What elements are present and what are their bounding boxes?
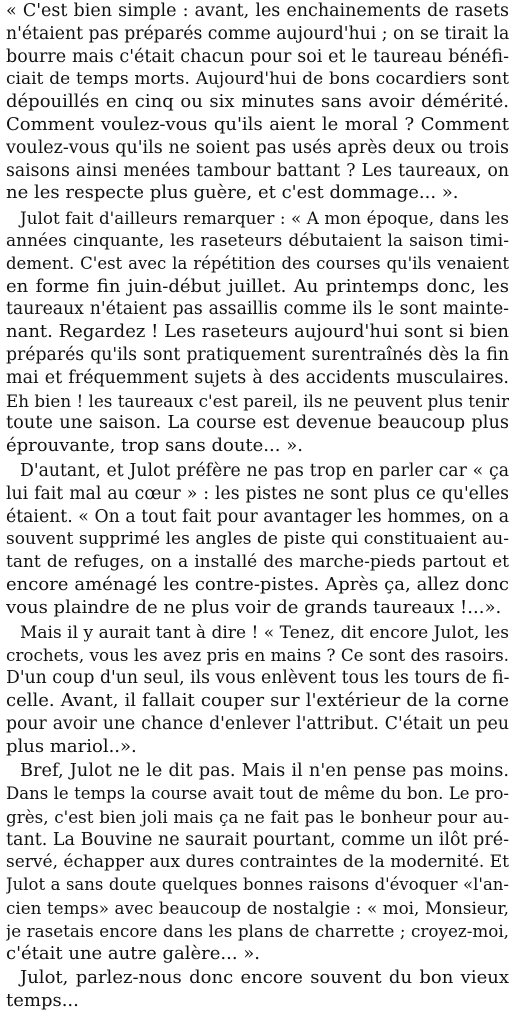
text-line: grès, c'est bien joli mais ça ne fait pas le bonheur pour au- [6,806,509,827]
text-line: Eh bien ! les taureaux c'est pareil, ils ne peuvent plus tenir [6,390,509,411]
text-line: celle. Avant, il fallait couper sur l'extérieur de la corne [6,689,509,711]
text-line: temps... [6,990,79,1012]
paragraph-2 [6,207,509,458]
paragraph-4 [6,622,509,759]
paragraph-1 [6,0,509,205]
text-line: dépouillés en cinq ou six minutes sans avoir démérité. [6,91,509,113]
text-line: mai et fréquemment sujets à des accidents musculaires. [6,367,509,388]
text-line: étaient. « On a tout fait pour avantager les hommes, on a [6,506,509,527]
text-line: lui fait mal au cœur » : les pistes ne sont plus ce qu'elles [6,483,509,504]
text-line: tant. La Bouvine ne saurait pourtant, comme un ilôt pré- [6,829,509,850]
text-line: D'autant, et Julot préfère ne pas trop en parler car « ça [20,460,509,481]
text-line: servé, échapper aux dures contraintes de la modernité. Et [6,852,509,873]
text-line: Julot fait d'ailleurs remarquer : « A mon époque, dans les [20,208,509,229]
text-line: voulez-vous qu'ils ne soient pas usés après deux ou trois [6,137,509,158]
text-line: Dans le temps la course avait tout de même du bon. Le pro- [6,784,509,804]
text-line: années cinquante, les raseteurs débutaient la saison timi- [6,230,509,251]
text-line: n'étaient pas préparés comme aujourd'hui ; on se tirait la [6,23,509,44]
text-line: Julot a sans doute quelques bonnes raisons d'évoquer «l'an- [6,875,509,895]
text-line: en forme fin juin-début juillet. Au printemps donc, les [6,275,509,297]
text-line: cien temps» avec beaucoup de nostalgie : « moi, Monsieur, [6,898,509,919]
text-line: D'un coup d'un seul, ils vous enlèvent tous les tours de fi- [6,668,509,689]
text-line: encore aménagé les contre-pistes. Après ça, allez donc [6,573,509,595]
text-line: souvent supprimé les angles de piste qui constituaient au- [6,529,509,550]
text-line: préparés qu'ils sont pratiquement surentraînés dès la fin [6,344,509,365]
text-line: Bref, Julot ne le dit pas. Mais il n'en pense pas moins. [20,761,509,782]
text-line: plus mariol..». [6,735,137,757]
text-line: c'était une autre galère... ». [6,942,260,964]
text-line: Mais il y aurait tant à dire ! « Tenez, dit encore Julot, les [20,622,509,643]
text-line: crochets, vous les avez pris en mains ? Ce sont des rasoirs. [6,645,509,666]
text-line: taureaux n'étaient pas assaillis comme ils le sont mainte- [6,299,509,320]
text-line: « C'est bien simple : avant, les enchainements de rasets [6,1,509,21]
text-line: bourre mais c'était chacun pour soi et le taureau bénéfi- [6,46,509,67]
paragraph-6 [6,967,509,1013]
text-line: toute une saison. La course est devenue beaucoup plus [6,413,509,434]
text-line: ciait de temps morts. Aujourd'hui de bons cocardiers sont [6,69,509,90]
text-line: saisons ainsi menées tambour battant ? Les taureaux, on [6,160,509,181]
text-line: vous plaindre de ne plus voir de grands taureaux !...». [6,596,502,618]
text-line: Comment voulez-vous qu'ils aient le moral ? Comment [6,113,509,135]
text-line: pour avoir une chance d'enlever l'attribut. C'était un peu [6,713,509,734]
text-line: ne les respecte plus guère, et c'est dommage... ». [6,182,459,204]
text-line: tant de refuges, on a installé des marche-pieds partout et [6,552,509,573]
text-line: Julot, parlez-nous donc encore souvent du bon vieux [20,967,509,989]
text-line: éprouvante, trop sans doute... ». [6,435,303,457]
text-line: dement. C'est avec la répétition des courses qu'ils venaient [6,253,509,273]
paragraph-5 [6,760,509,965]
paragraph-3 [6,460,509,620]
text-line: nant. Regardez ! Les raseteurs aujourd'hui sont si bien [6,321,509,343]
text-line: je rasetais encore dans les plans de charrette ; croyez-moi, [6,920,509,941]
